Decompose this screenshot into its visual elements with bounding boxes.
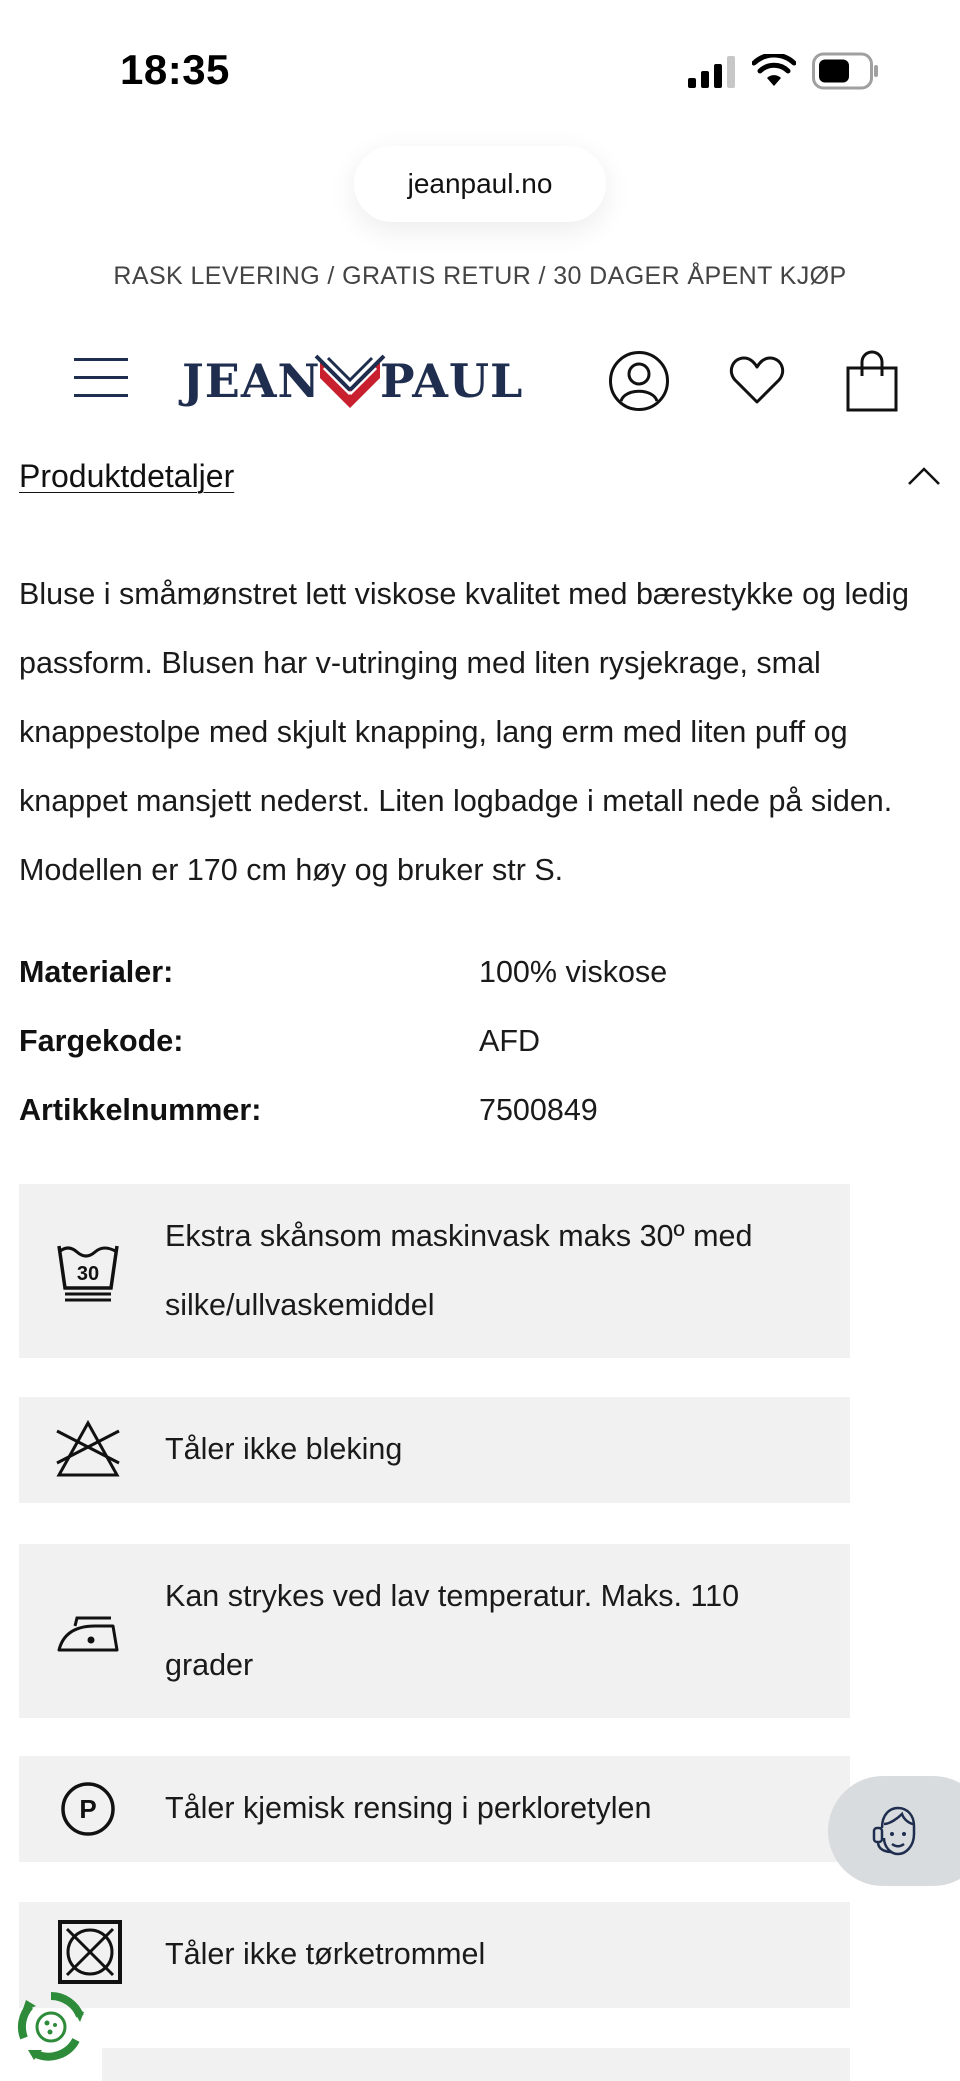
flags-logo-icon xyxy=(314,354,386,410)
logo-text-left: JEAN xyxy=(182,354,321,408)
care-text: Tåler ikke bleking xyxy=(165,1432,403,1466)
spec-label: Artikkelnummer: xyxy=(19,1093,262,1127)
spec-value: AFD xyxy=(479,1024,540,1058)
spec-row-article-number xyxy=(19,1093,919,1133)
care-item-tumble-dry xyxy=(19,1902,850,2008)
wifi-icon xyxy=(752,54,796,88)
shopping-bag-icon[interactable] xyxy=(842,350,904,412)
battery-icon xyxy=(812,52,880,90)
support-agent-icon xyxy=(868,1802,924,1860)
wash-temp-label: 30 xyxy=(76,1263,100,1285)
logo-text-right: PAUL xyxy=(380,354,524,408)
dry-clean-p-icon xyxy=(55,1776,121,1842)
spec-value: 100% viskose xyxy=(479,955,668,989)
eco-badge-icon[interactable] xyxy=(14,1990,88,2064)
spec-row-color-code xyxy=(19,1024,919,1064)
status-bar xyxy=(0,0,960,140)
heart-icon[interactable] xyxy=(726,350,788,412)
cellular-signal-icon xyxy=(688,56,738,88)
care-item-dry-clean xyxy=(19,1756,850,1862)
status-time: 18:35 xyxy=(120,46,230,93)
product-description: Bluse i småmønstret lett viskose kvalitet med bærestykke og ledig passform. Blusen har v-utringing med liten rysjekrage, smal knappestolpe med skjult knapping, lang erm med liten puff og knappet mansjett nederst. Liten logbadge i metall nede på siden. Modellen er 170 cm høy og bruker str S. xyxy=(19,577,909,887)
product-details-toggle[interactable]: Produktdetaljer xyxy=(19,458,235,494)
menu-icon[interactable] xyxy=(74,356,128,400)
spec-label: Materialer: xyxy=(19,955,174,989)
care-text: Tåler ikke tørketrommel xyxy=(165,1937,486,1971)
iron-low-icon xyxy=(55,1600,121,1666)
account-icon[interactable] xyxy=(608,350,670,412)
site-header xyxy=(0,340,960,430)
care-text: Kan strykes ved lav temperatur. Maks. 110 grader xyxy=(165,1579,740,1682)
wash-30-icon xyxy=(55,1238,121,1304)
brand-logo[interactable] xyxy=(182,348,522,412)
care-text: Tåler kjemisk rensing i perkloretylen xyxy=(165,1791,652,1825)
dry-clean-letter: P xyxy=(79,1794,97,1824)
customer-service-chat-button[interactable] xyxy=(828,1776,960,1886)
spec-row-materials xyxy=(19,955,919,995)
spec-label: Fargekode: xyxy=(19,1024,184,1058)
care-text: Ekstra skånsom maskinvask maks 30º med silke/ullvaskemiddel xyxy=(165,1219,753,1322)
url-bar[interactable]: jeanpaul.no xyxy=(354,146,606,222)
care-item-next xyxy=(102,2048,850,2081)
promo-banner: RASK LEVERING / GRATIS RETUR / 30 DAGER ÅPENT KJØP xyxy=(113,262,847,290)
care-item-wash xyxy=(19,1184,850,1358)
no-tumble-dry-icon xyxy=(57,1919,123,1985)
care-item-bleach xyxy=(19,1397,850,1503)
chevron-up-icon[interactable] xyxy=(906,464,942,488)
no-bleach-icon xyxy=(55,1417,121,1483)
spec-value: 7500849 xyxy=(479,1093,598,1127)
care-item-iron xyxy=(19,1544,850,1718)
